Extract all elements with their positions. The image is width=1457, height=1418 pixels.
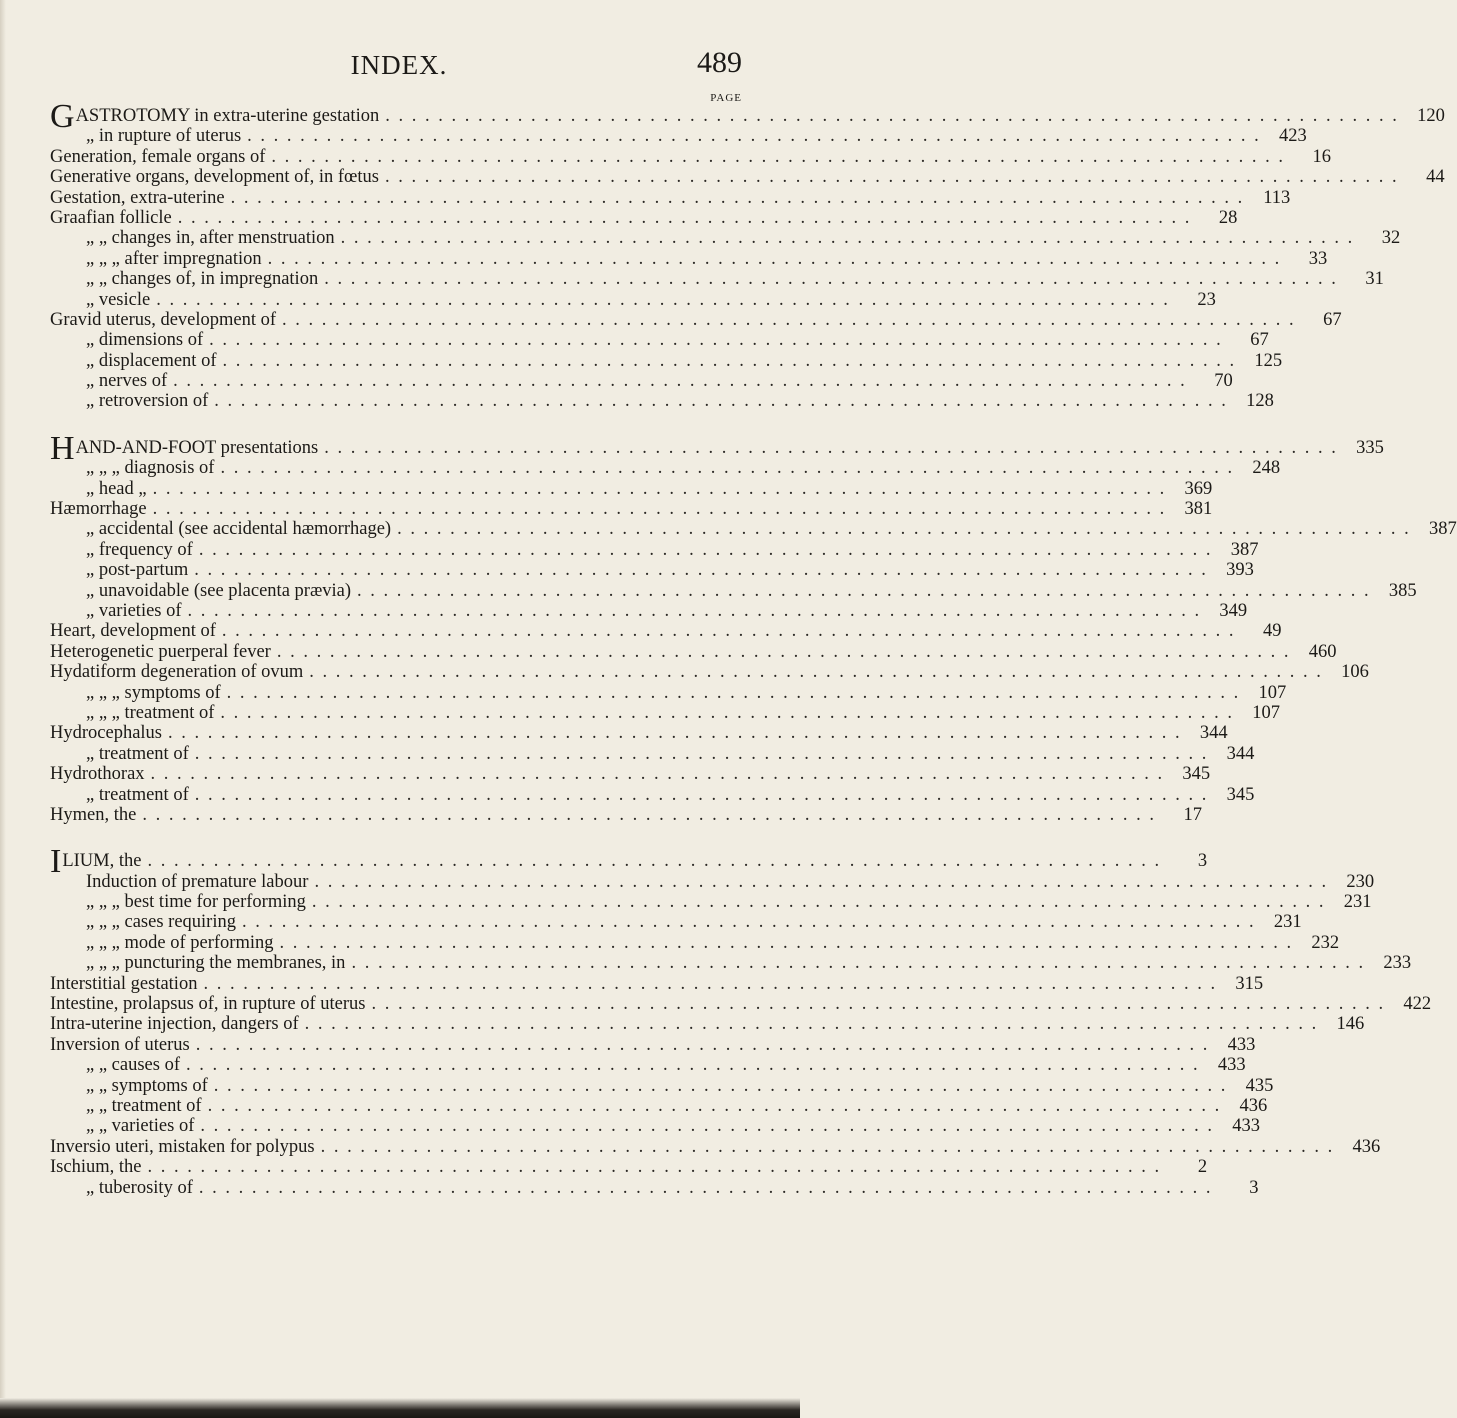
entry-page-number: 106 bbox=[1341, 662, 1369, 683]
index-entry bbox=[50, 1075, 1274, 1096]
index-entry bbox=[50, 764, 1211, 785]
entry-label: Inversio uteri, mistaken for polypus bbox=[50, 1136, 315, 1157]
entry-label: „ „ varieties of bbox=[86, 1116, 195, 1137]
dot-leader bbox=[268, 249, 1282, 269]
index-entry bbox=[50, 641, 1337, 662]
dot-leader bbox=[397, 519, 1411, 539]
entry-page-number: 16 bbox=[1312, 146, 1332, 167]
entry-text bbox=[50, 290, 150, 310]
entry-text bbox=[50, 683, 221, 703]
entry-text bbox=[50, 1178, 193, 1198]
dot-leader bbox=[309, 662, 1323, 682]
entry-label: Hymen, the bbox=[50, 804, 137, 825]
entry-text bbox=[50, 351, 216, 371]
entry-text bbox=[50, 269, 318, 289]
entry-page-number: 28 bbox=[1218, 207, 1238, 228]
drop-capital: G bbox=[50, 98, 75, 135]
entry-label: ASTROTOMY in extra-uterine gestation bbox=[75, 106, 380, 126]
index-entry bbox=[50, 682, 1287, 703]
entry-text bbox=[50, 1116, 194, 1136]
index-entry bbox=[50, 723, 1228, 744]
entry-text bbox=[50, 785, 189, 805]
entry-page-number: 120 bbox=[1417, 106, 1445, 126]
entry-page-number: 70 bbox=[1214, 371, 1233, 392]
entry-label: „ „ „ best time for performing bbox=[86, 892, 306, 913]
entry-text bbox=[50, 540, 193, 560]
entry-text bbox=[50, 391, 208, 411]
entry-page-number: 67 bbox=[1323, 309, 1342, 330]
index-entry bbox=[50, 519, 1457, 540]
index-entry bbox=[50, 784, 1255, 805]
entry-text bbox=[50, 974, 197, 994]
page-header bbox=[56, 44, 742, 84]
entry-label: „ „ causes of bbox=[86, 1055, 180, 1076]
index-entry bbox=[50, 269, 1384, 290]
entry-label: Hæmorrhage bbox=[50, 499, 147, 520]
entry-page-number: 433 bbox=[1227, 1034, 1256, 1055]
dot-leader bbox=[271, 147, 1285, 167]
dot-leader bbox=[227, 683, 1241, 703]
entry-page-number: 345 bbox=[1226, 784, 1255, 805]
dot-leader bbox=[282, 310, 1296, 330]
page-title: INDEX. bbox=[350, 50, 448, 80]
dot-leader bbox=[168, 723, 1182, 743]
entry-label: „ „ „ after impregnation bbox=[86, 248, 262, 269]
index-entry bbox=[50, 1157, 1208, 1178]
entry-page-number: 387 bbox=[1230, 539, 1259, 560]
entry-label: „ „ changes of, in impregnation bbox=[86, 269, 319, 290]
entry-page-number: 125 bbox=[1254, 350, 1283, 371]
entry-page-number: 433 bbox=[1232, 1116, 1260, 1137]
index-entry bbox=[50, 1136, 1381, 1157]
index-entry bbox=[50, 228, 1401, 249]
index-entry bbox=[50, 146, 1332, 167]
entry-text bbox=[50, 249, 262, 269]
entry-label: Inversion of uterus bbox=[50, 1034, 190, 1055]
entry-text bbox=[50, 126, 241, 146]
dot-leader bbox=[195, 785, 1209, 805]
entry-page-number: 233 bbox=[1383, 953, 1412, 974]
entry-page-number: 433 bbox=[1217, 1055, 1246, 1076]
page-number: 489 bbox=[697, 46, 742, 79]
entry-text bbox=[50, 1055, 180, 1075]
entry-label: Intra-uterine injection, dangers of bbox=[50, 1014, 299, 1035]
index-entry bbox=[50, 600, 1248, 621]
index-entry bbox=[50, 350, 1283, 371]
entry-page-number: 231 bbox=[1343, 892, 1372, 913]
entry-text bbox=[50, 167, 379, 187]
dot-leader bbox=[321, 1137, 1335, 1157]
dot-leader bbox=[242, 912, 1256, 932]
index-entry bbox=[50, 126, 1307, 147]
entry-label: Heterogenetic puerperal fever bbox=[50, 641, 271, 662]
entry-text bbox=[50, 1157, 141, 1177]
index-entry bbox=[50, 702, 1281, 723]
entry-page-number: 146 bbox=[1336, 1014, 1365, 1035]
entry-text bbox=[50, 953, 345, 973]
page-column-label: PAGE bbox=[710, 92, 742, 104]
dot-leader bbox=[194, 560, 1208, 580]
page-bottom-shadow bbox=[0, 1398, 800, 1418]
entry-page-number: 107 bbox=[1252, 702, 1281, 723]
index-entry bbox=[50, 371, 1233, 392]
entry-text bbox=[50, 371, 167, 391]
entry-page-number: 67 bbox=[1250, 330, 1269, 351]
entry-label: „ unavoidable (see placenta prævia) bbox=[86, 580, 352, 601]
entry-label: „ „ „ puncturing the membranes, in bbox=[86, 953, 346, 974]
dot-leader bbox=[188, 601, 1202, 621]
dot-leader bbox=[341, 228, 1355, 248]
entry-text bbox=[50, 98, 380, 135]
dot-leader bbox=[324, 438, 1338, 458]
dot-leader bbox=[277, 642, 1291, 662]
entry-text bbox=[50, 429, 319, 467]
entry-label: „ „ treatment of bbox=[86, 1095, 202, 1116]
entry-page-number: 113 bbox=[1263, 187, 1291, 208]
entry-text bbox=[50, 843, 142, 881]
entry-page-number: 107 bbox=[1258, 682, 1287, 703]
dot-leader bbox=[199, 540, 1213, 560]
entry-page-number: 385 bbox=[1388, 580, 1417, 601]
entry-text bbox=[50, 994, 365, 1014]
dot-leader bbox=[208, 1096, 1222, 1116]
entry-page-number: 315 bbox=[1235, 973, 1264, 994]
dot-leader bbox=[385, 106, 1399, 126]
entry-text bbox=[50, 1096, 202, 1116]
entry-page-number: 33 bbox=[1308, 248, 1328, 269]
entry-label: Hydrocephalus bbox=[50, 723, 162, 744]
entry-text bbox=[50, 912, 236, 932]
dot-leader bbox=[357, 581, 1371, 601]
entry-page-number: 436 bbox=[1239, 1095, 1268, 1116]
index-entry bbox=[50, 871, 1375, 892]
index-entry bbox=[50, 1116, 1260, 1137]
entry-page-number: 49 bbox=[1263, 621, 1282, 642]
index-entry bbox=[50, 1095, 1268, 1116]
entry-label: „ „ „ cases requiring bbox=[86, 912, 236, 933]
dot-leader bbox=[371, 994, 1385, 1014]
entry-page-number: 393 bbox=[1226, 560, 1254, 581]
index-entry bbox=[50, 973, 1264, 994]
dot-leader bbox=[153, 499, 1167, 519]
dot-leader bbox=[351, 953, 1365, 973]
entry-label: „ frequency of bbox=[86, 539, 193, 560]
entry-text bbox=[50, 1035, 190, 1055]
dot-leader bbox=[147, 1157, 1161, 1177]
entry-page-number: 2 bbox=[1197, 1157, 1208, 1178]
entry-text bbox=[50, 1014, 299, 1034]
dot-leader bbox=[153, 479, 1167, 499]
entry-text bbox=[50, 458, 214, 478]
entry-text bbox=[50, 147, 265, 167]
dot-leader bbox=[142, 805, 1156, 825]
entry-label: „ dimensions of bbox=[86, 330, 204, 351]
index-entry bbox=[50, 560, 1254, 581]
entry-page-number: 128 bbox=[1246, 391, 1274, 412]
dot-leader bbox=[312, 892, 1326, 912]
entry-text bbox=[50, 581, 351, 601]
index-entry bbox=[50, 892, 1372, 913]
index-entry bbox=[50, 621, 1282, 642]
entry-text bbox=[50, 621, 216, 641]
entry-text bbox=[50, 208, 172, 228]
entry-label: Generation, female organs of bbox=[50, 146, 266, 167]
dot-leader bbox=[199, 1178, 1213, 1198]
entry-page-number: 23 bbox=[1197, 289, 1216, 310]
entry-page-number: 387 bbox=[1428, 519, 1457, 540]
entry-page-number: 381 bbox=[1184, 499, 1213, 520]
entry-text bbox=[50, 933, 274, 953]
index-entry bbox=[50, 391, 1274, 412]
index-entry bbox=[50, 458, 1281, 479]
index-entry bbox=[50, 207, 1238, 228]
entry-label: „ displacement of bbox=[86, 350, 217, 371]
index-entry bbox=[50, 1034, 1256, 1055]
entry-label: „ head „ bbox=[86, 478, 147, 499]
entry-label: Hydrothorax bbox=[50, 764, 145, 785]
index-entry bbox=[50, 330, 1269, 351]
entry-text bbox=[50, 499, 147, 519]
entry-label: „ „ „ symptoms of bbox=[86, 682, 221, 703]
index-entry bbox=[50, 1055, 1246, 1076]
entry-page-number: 460 bbox=[1308, 641, 1337, 662]
dot-leader bbox=[220, 458, 1234, 478]
entry-page-number: 3 bbox=[1249, 1177, 1259, 1198]
entry-label: „ treatment of bbox=[86, 784, 189, 805]
entry-page-number: 369 bbox=[1184, 478, 1213, 499]
entry-label: Graafian follicle bbox=[50, 207, 172, 228]
index-entry bbox=[50, 580, 1417, 601]
entry-text bbox=[50, 764, 145, 784]
dot-leader bbox=[324, 269, 1338, 289]
index-entry bbox=[50, 499, 1213, 520]
entry-label: AND-AND-FOOT presentations bbox=[75, 437, 319, 458]
entry-text bbox=[50, 188, 225, 208]
index-entry bbox=[50, 953, 1412, 974]
drop-capital: I bbox=[50, 843, 62, 881]
dot-leader bbox=[220, 703, 1234, 723]
entry-label: „ post-partum bbox=[86, 560, 189, 581]
entry-page-number: 435 bbox=[1245, 1075, 1274, 1096]
entry-page-number: 31 bbox=[1365, 269, 1384, 290]
entry-page-number: 335 bbox=[1356, 437, 1384, 458]
index-entry bbox=[50, 994, 1432, 1015]
entry-label: Heart, development of bbox=[50, 621, 216, 642]
index-entry bbox=[50, 248, 1328, 269]
dot-leader bbox=[222, 621, 1236, 641]
entry-label: Induction of premature labour bbox=[86, 871, 309, 892]
dot-leader bbox=[209, 330, 1223, 350]
entry-label: „ vesicle bbox=[86, 289, 151, 310]
index-entry bbox=[50, 843, 1208, 881]
entry-page-number: 3 bbox=[1197, 851, 1208, 872]
entry-label: „ treatment of bbox=[86, 743, 189, 764]
dot-leader bbox=[195, 744, 1209, 764]
entry-text bbox=[50, 703, 214, 723]
index-entry bbox=[50, 912, 1302, 933]
entry-label: Interstitial gestation bbox=[50, 973, 198, 994]
dot-leader bbox=[214, 391, 1228, 411]
entry-text bbox=[50, 330, 203, 350]
entry-label: „ in rupture of uterus bbox=[86, 126, 242, 147]
dot-leader bbox=[178, 208, 1192, 228]
entry-page-number: 44 bbox=[1426, 167, 1445, 188]
dot-leader bbox=[280, 933, 1294, 953]
entry-text bbox=[50, 642, 271, 662]
dot-leader bbox=[151, 764, 1165, 784]
index-entry bbox=[50, 539, 1259, 560]
index-entry bbox=[50, 187, 1291, 208]
entry-page-number: 349 bbox=[1219, 600, 1248, 621]
entry-label: „ nerves of bbox=[86, 371, 168, 392]
entry-label: „ „ changes in, after menstruation bbox=[86, 228, 335, 249]
entry-label: „ varieties of bbox=[86, 600, 182, 621]
entry-label: „ „ „ mode of performing bbox=[86, 932, 274, 953]
dot-leader bbox=[147, 851, 1161, 871]
entry-label: Hydatiform degeneration of ovum bbox=[50, 662, 304, 683]
entry-page-number: 32 bbox=[1381, 228, 1401, 249]
dot-leader bbox=[173, 371, 1187, 391]
entry-text bbox=[50, 228, 335, 248]
index-entry bbox=[50, 743, 1255, 764]
index-entry bbox=[50, 932, 1340, 953]
entry-page-number: 436 bbox=[1352, 1136, 1381, 1157]
entry-page-number: 248 bbox=[1252, 458, 1281, 479]
entry-label: „ retroversion of bbox=[86, 391, 209, 412]
entry-page-number: 344 bbox=[1199, 723, 1228, 744]
index-entry bbox=[50, 804, 1202, 825]
entry-text bbox=[50, 519, 391, 539]
entry-text bbox=[50, 872, 308, 892]
dot-leader bbox=[214, 1076, 1228, 1096]
index-entry bbox=[50, 662, 1369, 683]
index-entry bbox=[50, 167, 1445, 188]
dot-leader bbox=[231, 188, 1245, 208]
page-edge-shadow bbox=[0, 0, 6, 1418]
index-entry bbox=[50, 289, 1216, 310]
entry-text bbox=[50, 310, 276, 330]
entry-text bbox=[50, 723, 162, 743]
dot-leader bbox=[196, 1035, 1210, 1055]
entry-text bbox=[50, 601, 182, 621]
entry-label: „ „ „ treatment of bbox=[86, 702, 215, 723]
index-entry bbox=[50, 1014, 1365, 1035]
entry-label: „ „ symptoms of bbox=[86, 1075, 208, 1096]
entry-label: „ tuberosity of bbox=[86, 1177, 193, 1198]
dot-leader bbox=[186, 1055, 1200, 1075]
entry-text bbox=[50, 662, 303, 682]
dot-leader bbox=[156, 290, 1170, 310]
dot-leader bbox=[314, 872, 1328, 892]
dot-leader bbox=[385, 167, 1399, 187]
dot-leader bbox=[305, 1014, 1319, 1034]
index-section bbox=[50, 843, 1432, 1198]
index-section bbox=[50, 429, 1457, 825]
index-entry bbox=[50, 478, 1213, 499]
entry-page-number: 230 bbox=[1346, 871, 1375, 892]
entry-page-number: 17 bbox=[1183, 804, 1202, 825]
dot-leader bbox=[200, 1116, 1214, 1136]
entry-page-number: 345 bbox=[1182, 764, 1211, 785]
entry-page-number: 423 bbox=[1279, 126, 1307, 147]
entry-label: LIUM, the bbox=[62, 851, 142, 872]
entry-page-number: 232 bbox=[1311, 932, 1340, 953]
drop-capital: H bbox=[50, 429, 75, 467]
entry-label: „ „ „ diagnosis of bbox=[86, 458, 215, 479]
dot-leader bbox=[247, 126, 1261, 146]
dot-leader bbox=[203, 974, 1217, 994]
index-entry bbox=[50, 429, 1384, 467]
entry-text bbox=[50, 805, 136, 825]
entry-label: „ accidental (see accidental hæmorrhage) bbox=[86, 519, 392, 540]
entry-label: Intestine, prolapsus of, in rupture of uterus bbox=[50, 994, 366, 1015]
entry-label: Ischium, the bbox=[50, 1157, 142, 1178]
entry-text bbox=[50, 1137, 315, 1157]
entry-label: Gravid uterus, development of bbox=[50, 309, 277, 330]
entry-label: Generative organs, development of, in fœtus bbox=[50, 167, 379, 188]
entry-text bbox=[50, 479, 147, 499]
entry-text bbox=[50, 560, 188, 580]
entry-text bbox=[50, 892, 306, 912]
entry-text bbox=[50, 744, 189, 764]
dot-leader bbox=[222, 351, 1236, 371]
entry-page-number: 231 bbox=[1273, 912, 1302, 933]
entry-label: Gestation, extra-uterine bbox=[50, 187, 225, 208]
index-entry bbox=[50, 309, 1342, 330]
entry-text bbox=[50, 1076, 208, 1096]
index-entry bbox=[50, 1177, 1259, 1198]
entry-page-number: 344 bbox=[1226, 743, 1255, 764]
entry-page-number: 422 bbox=[1403, 994, 1432, 1015]
